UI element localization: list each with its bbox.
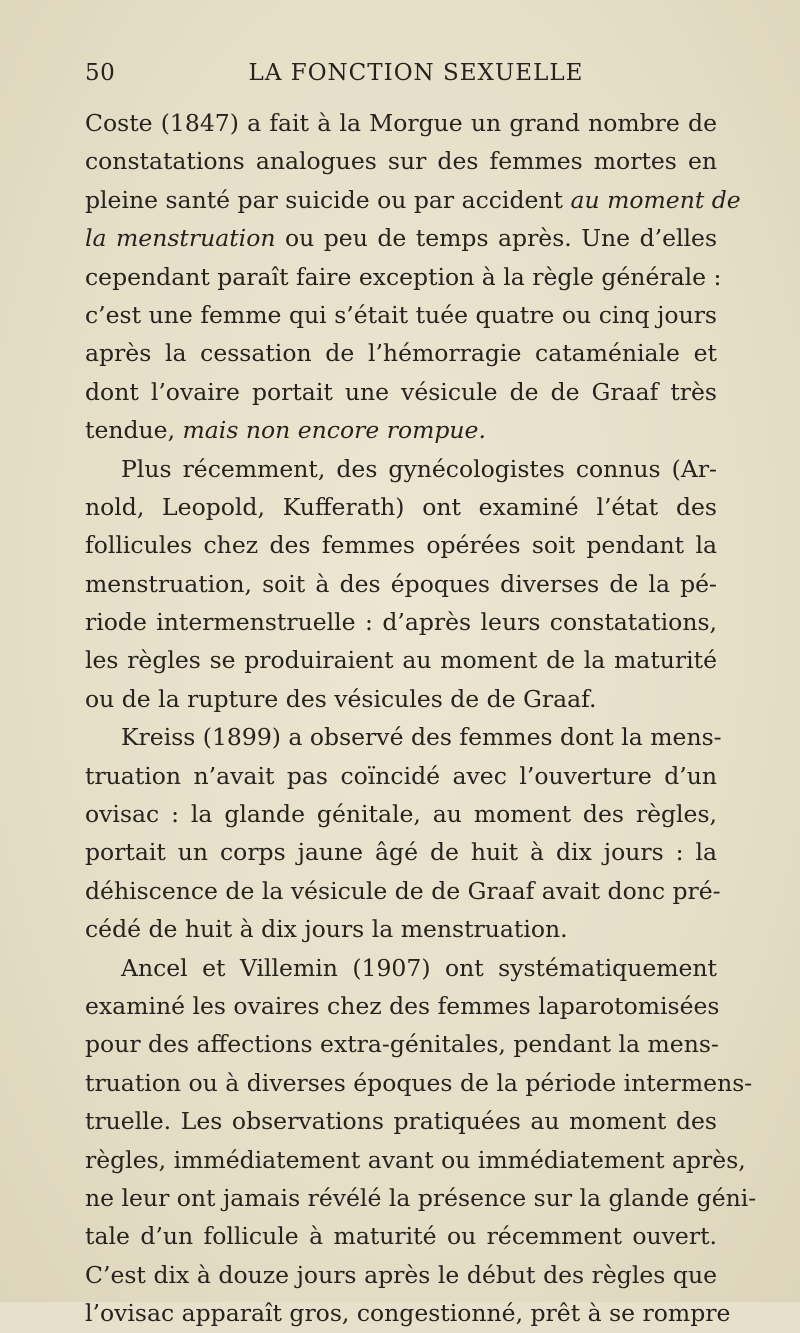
text-line: pour des affections extra-génitales, pendant la mens- xyxy=(85,1030,719,1059)
text-line: follicules chez des femmes opérées soit pendant la xyxy=(85,531,717,560)
text-line xyxy=(85,181,741,219)
text-line: l’ovisac apparaît gros, congestionné, prêt à se rompre xyxy=(85,1299,731,1328)
text-line: nold, Leopold, Kufferath) ont examiné l’état des xyxy=(85,492,717,521)
text-line: déhiscence de la vésicule de de Graaf avait donc pré- xyxy=(85,876,721,905)
text-line: truation ou à diverses époques de la période intermens- xyxy=(85,1068,753,1097)
italic-segment: au moment de xyxy=(570,185,741,214)
text-line xyxy=(85,411,717,449)
text-line: ne leur ont jamais révélé la présence sur la glande géni- xyxy=(85,1183,757,1212)
text-line: Plus récemment, des gynécologistes connus (Ar- xyxy=(121,454,717,483)
running-title: LA FONCTION SEXUELLE xyxy=(248,60,584,86)
italic-segment: la menstruation xyxy=(85,224,276,253)
page-header xyxy=(85,60,717,94)
text-segment: ou peu de temps après. Une d’elles xyxy=(275,224,717,253)
text-line: cédé de huit à dix jours la menstruation. xyxy=(85,915,568,944)
text-line: riode intermenstruelle : d’après leurs constatations, xyxy=(85,608,717,637)
text-line: Kreiss (1899) a observé des femmes dont la mens- xyxy=(121,723,722,752)
text-line: tale d’un follicule à maturité ou récemment ouvert. xyxy=(85,1222,717,1251)
text-line: menstruation, soit à des époques diverses de la pé- xyxy=(85,569,717,598)
text-line: portait un corps jaune âgé de huit à dix jours : la xyxy=(85,838,717,867)
text-line: Ancel et Villemin (1907) ont systématiquement xyxy=(121,953,717,982)
text-line: cependant paraît faire exception à la règle générale : xyxy=(85,262,722,291)
text-segment: pleine santé par suicide ou par accident xyxy=(85,185,571,214)
text-line: dont l’ovaire portait une vésicule de de Graaf très xyxy=(85,377,717,406)
body-text xyxy=(85,104,757,1333)
text-line: truation n’avait pas coïncidé avec l’ouverture d’un xyxy=(85,761,717,790)
text-line: après la cessation de l’hémorragie cataméniale et xyxy=(85,339,717,368)
text-line: Coste (1847) a fait à la Morgue un grand nombre de xyxy=(85,109,717,137)
text-line: constatations analogues sur des femmes mortes en xyxy=(85,147,717,176)
italic-segment: mais non encore rompue. xyxy=(182,416,486,445)
text-line: les règles se produiraient au moment de la maturité xyxy=(85,646,717,675)
text-line: examiné les ovaires chez des femmes laparotomisées xyxy=(85,991,720,1020)
text-line: règles, immédiatement avant ou immédiatement après, xyxy=(85,1145,746,1174)
text-line: c’est une femme qui s’était tuée quatre ou cinq jours xyxy=(85,300,717,329)
page-number: 50 xyxy=(85,60,116,86)
text-line: C’est dix à douze jours après le début des règles que xyxy=(85,1260,717,1289)
text-segment: tendue, xyxy=(85,416,183,445)
text-line: truelle. Les observations pratiquées au moment des xyxy=(85,1107,717,1136)
text-line xyxy=(85,219,717,257)
text-line: ovisac : la glande génitale, au moment des règles, xyxy=(85,800,717,829)
text-line: ou de la rupture des vésicules de de Graaf. xyxy=(85,684,597,713)
